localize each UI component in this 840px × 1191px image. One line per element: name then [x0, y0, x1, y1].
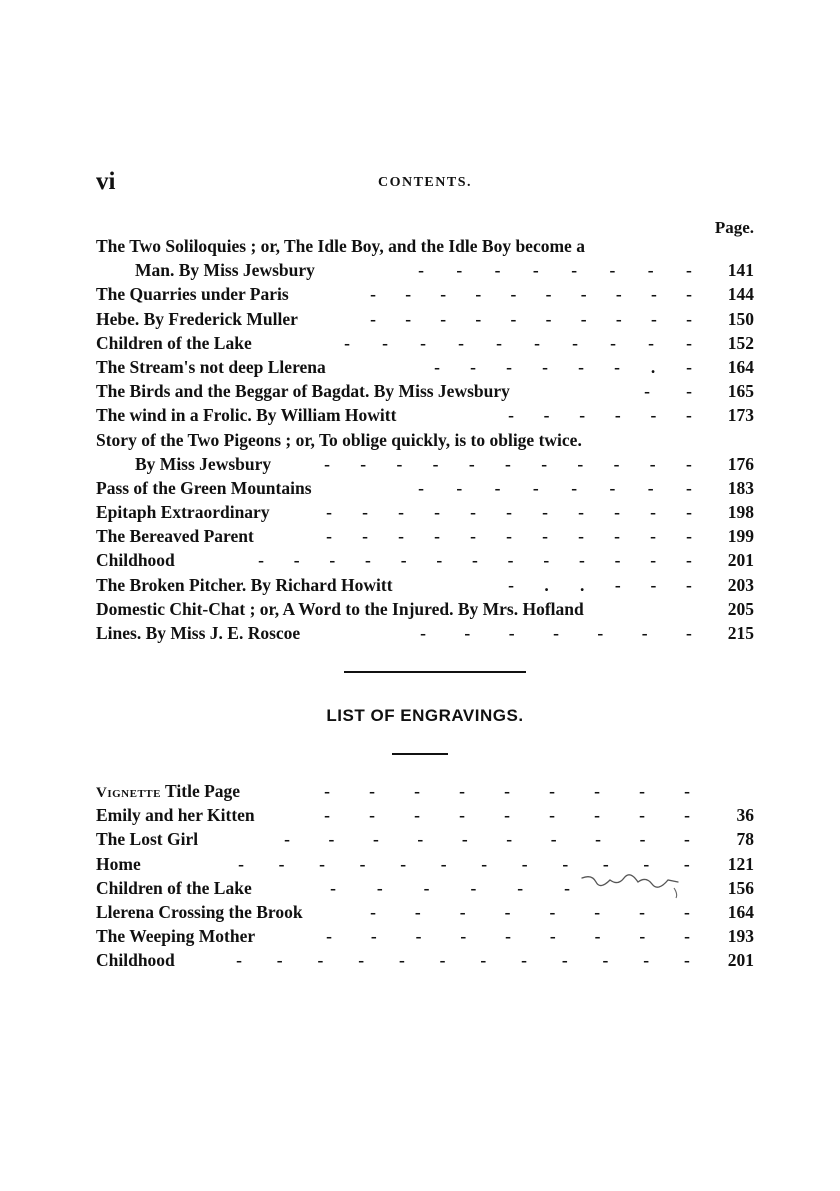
- entry-page: 156: [727, 877, 754, 898]
- entry-title: The Lost Girl: [96, 829, 199, 850]
- entry-title: The Birds and the Beggar of Bagdat. By Miss Jewsbury: [96, 381, 510, 402]
- dot-leader: - - - - - - - - - - -: [326, 502, 692, 523]
- dot-leader: - - - - - - - - -: [326, 926, 690, 947]
- entry-title: Hebe. By Frederick Muller: [96, 308, 298, 329]
- entry-title: The Quarries under Paris: [96, 284, 289, 305]
- entry-title: Home: [96, 853, 141, 874]
- contents-entry: [96, 355, 754, 379]
- entry-page: 173: [727, 405, 754, 426]
- dot-leader: - - - - - - - - - -: [344, 332, 692, 353]
- contents-entry: [96, 548, 754, 572]
- dot-leader: - - - - - - -: [420, 623, 692, 643]
- contents-entry: [96, 573, 754, 597]
- heading-underline-rule: [392, 753, 448, 755]
- entry-page: 176: [727, 453, 754, 474]
- entry-page: 78: [736, 829, 754, 850]
- dot-leader: - - - - - - - - - - -: [324, 453, 692, 474]
- contents-entry: [96, 428, 754, 452]
- entry-title: By Miss Jewsbury: [135, 453, 272, 474]
- page-number-roman: vi: [96, 168, 116, 195]
- contents-entry: [96, 500, 754, 524]
- dot-leader: - - - - - - - - - - - -: [238, 853, 690, 874]
- engravings-heading: LIST OF ENGRAVINGS.: [326, 706, 524, 725]
- entry-title: The Broken Pitcher. By Richard Howitt: [96, 574, 393, 595]
- dot-leader: - - - - - - . -: [434, 356, 692, 377]
- entry-title: The Bereaved Parent: [96, 526, 254, 547]
- entry-page: 205: [727, 598, 754, 619]
- entry-page: 215: [727, 623, 754, 643]
- entry-page: 203: [727, 574, 754, 595]
- entry-page: 144: [727, 284, 754, 305]
- entry-page: 36: [736, 805, 754, 826]
- entry-title: Man. By Miss Jewsbury: [135, 260, 315, 281]
- contents-entry: [96, 331, 754, 355]
- dot-leader: - . . - - -: [508, 574, 692, 595]
- entry-page: 164: [727, 901, 754, 922]
- entry-page: 165: [727, 381, 754, 402]
- entry-title: [96, 779, 240, 805]
- contents-entry: [96, 403, 754, 427]
- vignette-label: Vignette: [96, 785, 161, 801]
- engraving-entry: [96, 924, 754, 948]
- engraving-entry: [96, 779, 754, 803]
- page-column-label: Page.: [714, 218, 754, 237]
- dot-leader: - - - - - - - - - -: [370, 284, 692, 305]
- entry-title: Story of the Two Pigeons ; or, To oblige quickly, is to oblige twice.: [96, 429, 582, 450]
- dot-leader: - - - - - - - - -: [324, 781, 690, 801]
- entry-title: Llerena Crossing the Brook: [96, 901, 303, 922]
- entry-title: Childhood: [96, 950, 175, 971]
- entry-page: 183: [727, 477, 754, 498]
- dot-leader: - - - - - - - - -: [324, 805, 690, 826]
- entry-page: 141: [727, 260, 754, 281]
- section-rule: [344, 671, 526, 673]
- running-head: CONTENTS.: [377, 175, 473, 190]
- engraving-entry: [96, 803, 754, 827]
- contents-entry: [96, 524, 754, 548]
- page-header: [96, 168, 754, 194]
- contents-list: [96, 234, 754, 645]
- engraving-entry: [96, 948, 754, 972]
- dot-leader: - - - - - - - -: [418, 477, 692, 498]
- entry-title: The Two Soliloquies ; or, The Idle Boy, and the Idle Boy become a: [96, 236, 585, 256]
- contents-entry: [96, 621, 754, 645]
- entry-title: Domestic Chit-Chat ; or, A Word to the Injured. By Mrs. Hofland: [96, 598, 584, 619]
- contents-entry: [96, 307, 754, 331]
- entry-page: 199: [727, 526, 754, 547]
- entry-page: 201: [727, 550, 754, 571]
- dot-leader: - - - - - - - - - - - - -: [258, 550, 692, 571]
- dot-leader: - - - - - - - - - - -: [326, 526, 692, 547]
- entry-title: Childhood: [96, 550, 175, 571]
- entry-page: 152: [727, 332, 754, 353]
- engraving-entry: [96, 827, 754, 851]
- pencil-scribble: [578, 866, 698, 906]
- contents-entry: [96, 597, 754, 621]
- dot-leader: - - - - - - - - - - - -: [236, 950, 690, 971]
- entry-title: The wind in a Frolic. By William Howitt: [96, 405, 397, 426]
- entry-title: Children of the Lake: [96, 332, 252, 353]
- dot-leader: - - - - - -: [330, 877, 570, 898]
- contents-entry: [96, 379, 754, 403]
- dot-leader: - - - - - -: [508, 405, 692, 426]
- entry-title: Lines. By Miss J. E. Roscoe: [96, 623, 301, 643]
- entry-title: Children of the Lake: [96, 877, 252, 898]
- entry-page: 164: [727, 356, 754, 377]
- contents-entry: [96, 452, 754, 476]
- entry-page: 193: [727, 926, 754, 947]
- entry-page: 201: [727, 950, 754, 971]
- entry-page: 150: [727, 308, 754, 329]
- dot-leader: - - - - - - - -: [418, 260, 692, 281]
- entry-page: 198: [727, 502, 754, 523]
- entry-title: Emily and her Kitten: [96, 805, 255, 826]
- contents-entry: [96, 282, 754, 306]
- entry-title: The Stream's not deep Llerena: [96, 356, 326, 377]
- contents-entry: [96, 476, 754, 500]
- contents-entry: [96, 258, 754, 282]
- entry-title: Epitaph Extraordinary: [96, 502, 270, 523]
- entry-title-text: Title Page: [165, 781, 241, 801]
- dot-leader: - -: [644, 381, 692, 402]
- entry-title: The Weeping Mother: [96, 926, 256, 947]
- dot-leader: - - - - - - - - - -: [284, 829, 690, 850]
- entry-page: 121: [727, 853, 754, 874]
- entry-title: Pass of the Green Mountains: [96, 477, 312, 498]
- contents-entry: [96, 234, 696, 258]
- dot-leader: - - - - - - - - - -: [370, 308, 692, 329]
- dot-leader: - - - - - - - -: [370, 901, 690, 922]
